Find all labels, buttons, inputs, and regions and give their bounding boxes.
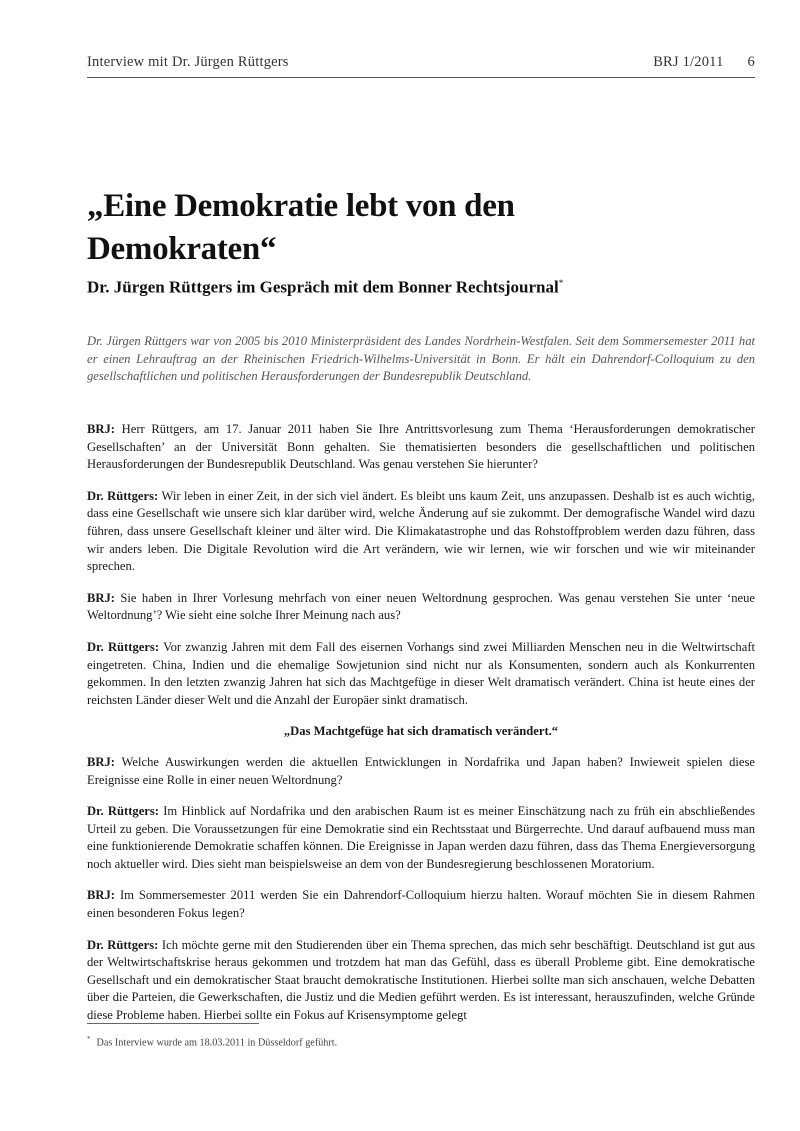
footnote: [87, 1032, 755, 1050]
speaker-label: Dr. Rüttgers:: [87, 937, 159, 952]
speaker-label: Dr. Rüttgers:: [87, 639, 160, 654]
paragraph-text: Herr Rüttgers, am 17. Januar 2011 haben Sie Ihre Antrittsvorlesung zum Thema ‘Herausforderungen demokratischer Gesellschaften’ an der Universität Bonn gehalten. Sie thematisierten besonders die gesellschaftlichen und politischen Herausforderungen der Bundesrepublik Deutschland. Was genau verstehen Sie hierunter?: [87, 422, 755, 472]
interview-paragraph: [87, 590, 755, 625]
footnote-rule: [87, 1023, 259, 1024]
footnote-text: Das Interview wurde am 18.03.2011 in Düsseldorf geführt.: [96, 1037, 338, 1049]
paragraph-text: Welche Auswirkungen werden die aktuellen Entwicklungen in Nordafrika und Japan haben? Inwieweit spielen diese Ereignisse eine Rolle in einer neuen Weltordnung?: [87, 754, 755, 787]
interview-paragraph: [87, 937, 755, 1025]
speaker-label: BRJ:: [87, 754, 115, 769]
page-number: 6: [747, 54, 755, 70]
footnote-marker: *: [87, 1035, 91, 1043]
paragraph-text: Wir leben in einer Zeit, in der sich viel ändert. Es bleibt uns kaum Zeit, uns anzupassen. Deshalb ist es auch wichtig, dass eine Gesellschaft wie unsere sich klar darüber wird, welche Änderung auf sie zukommt. Der demografische Wandel wird dazu führen, dass unsere Gesellschaft kleiner und älter wird. Die Klimakatastrophe und das Rohstoffproblem werden dazu führen, dass wir anders leben. Die Digitale Revolution wird die Art verändern, wie wir lernen, wie wir forschen und wie wir miteinander sprechen.: [87, 488, 755, 574]
interview-body: [87, 421, 755, 1039]
paragraph-text: Sie haben in Ihrer Vorlesung mehrfach von einer neuen Weltordnung gesprochen. Was genau verstehen Sie unter ‘neue Weltordnung’? Wie sieht eine solche Ihrer Meinung nach aus?: [87, 590, 755, 623]
journal-issue: BRJ 1/2011: [653, 54, 724, 70]
running-header: [87, 54, 755, 76]
footnote-reference[interactable]: *: [558, 278, 564, 288]
interview-paragraph: [87, 639, 755, 709]
header-right: [653, 54, 755, 71]
running-title: Interview mit Dr. Jürgen Rüttgers: [87, 54, 289, 70]
article-abstract: Dr. Jürgen Rüttgers war von 2005 bis 2010 Ministerpräsident des Landes Nordrhein-Westfalen. Seit dem Sommersemester 2011 hat er einen Lehrauftrag an der Rheinischen Friedrich-Wilhelms-Universität in Bonn. Er hält ein Dahrendorf-Colloquium zu den gesellschaftlichen und politischen Herausforderungen der Bundesrepublik Deutschland.: [87, 334, 755, 384]
subtitle-text: Dr. Jürgen Rüttgers im Gespräch mit dem Bonner Rechtsjournal: [87, 277, 559, 297]
paragraph-text: Im Sommersemester 2011 werden Sie ein Dahrendorf-Colloquium hierzu halten. Worauf möchten Sie in diesem Rahmen einen besonderen Fokus legen?: [87, 888, 756, 921]
interview-paragraph: [87, 421, 755, 474]
speaker-label: BRJ:: [87, 888, 115, 903]
pull-quote: „Das Machtgefüge hat sich dramatisch verändert.“: [283, 724, 559, 739]
paragraph-text: Ich möchte gerne mit den Studierenden über ein Thema sprechen, das mich sehr beschäftigt. Deutschland ist gut aus der Weltwirtschaftskrise heraus gekommen und trotzdem hat man das Gefühl, dass es überall Probleme gibt. Eine demokratische Gesellschaft und ein demokratischer Staat braucht demokratische Institutionen. Hierbei sollte man sich anschauen, welche Debatten über die Parteien, die Gewerkschaften, die Justiz und die Medien geführt werden. Es ist interessant, herauszufinden, welche Gründe diese Probleme haben. Hierbei sollte ein Fokus auf Krisensymptome gelegt: [87, 937, 755, 1023]
article-subtitle: [87, 272, 755, 299]
speaker-label: BRJ:: [87, 590, 115, 605]
speaker-label: Dr. Rüttgers:: [87, 804, 159, 819]
paragraph-text: Vor zwanzig Jahren mit dem Fall des eisernen Vorhangs sind zwei Milliarden Menschen neu in die Weltwirtschaft eingetreten. China, Indien und die ehemalige Sowjetunion sind nicht nur als Konsumenten, sondern auch als Konkurrenten gekommen. In den letzten zwanzig Jahren hat sich das Machtgefüge in dieser Welt dramatisch verändert. China ist heute eines der reichsten Länder dieser Welt und die Anzahl der Europäer sinkt dramatisch.: [87, 639, 756, 707]
interview-paragraph: [87, 887, 755, 922]
interview-paragraph: [87, 803, 755, 873]
interview-paragraph: [87, 754, 755, 789]
paragraph-text: Im Hinblick auf Nordafrika und den arabischen Raum ist es meiner Einschätzung nach zu früh ein abschließendes Urteil zu geben. Die Voraussetzungen für eine Demokratie sind ein Rechtsstaat und Bürgerrechte. Und darauf aufbauend muss man eine funktionierende Demokratie schaffen können. Die Ereignisse in Japan werden dazu führen, dass das Thema Energieversorgung noch aktueller wird. Dies sieht man beispielsweise an dem von der Bundesregierung beschlossenen Moratorium.: [87, 804, 755, 871]
header-rule: [87, 77, 755, 78]
interview-paragraph: [87, 488, 755, 576]
speaker-label: Dr. Rüttgers:: [87, 488, 159, 503]
speaker-label: BRJ:: [87, 422, 115, 436]
article-title: „Eine Demokratie lebt von den Demokraten“: [87, 188, 515, 267]
